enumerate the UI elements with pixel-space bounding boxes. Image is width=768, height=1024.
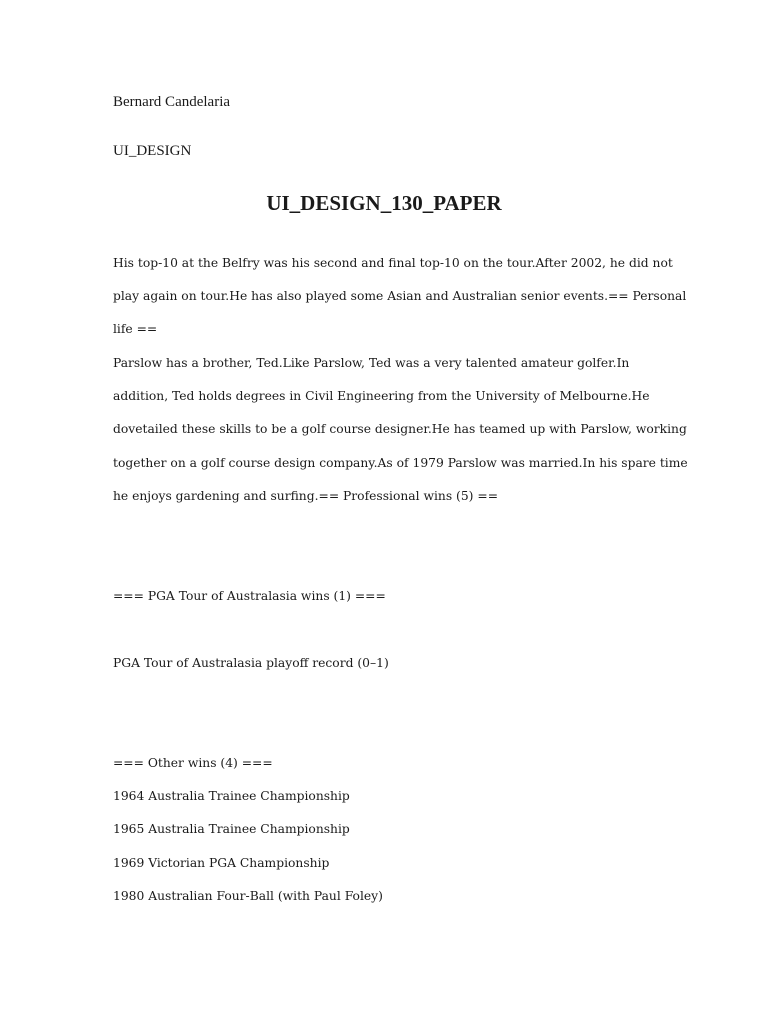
paragraph-line: life == xyxy=(113,322,158,336)
win-list-item: 1969 Victorian PGA Championship xyxy=(113,856,330,870)
paragraph-line: together on a golf course design company.As of 1979 Parslow was married.In his spare time xyxy=(113,456,688,470)
paragraph-line: he enjoys gardening and surfing.== Professional wins (5) == xyxy=(113,489,498,503)
document-title: UI_DESIGN_130_PAPER xyxy=(266,191,502,215)
win-list-item: 1965 Australia Trainee Championship xyxy=(113,822,350,836)
author-name: Bernard Candelaria xyxy=(113,94,231,110)
win-list-item: 1980 Australian Four-Ball (with Paul Foley) xyxy=(113,889,383,903)
paragraph-line: addition, Ted holds degrees in Civil Engineering from the University of Melbourne.He xyxy=(113,389,650,403)
paragraph-line: play again on tour.He has also played some Asian and Australian senior events.== Personal xyxy=(113,289,687,303)
paragraph-line: Parslow has a brother, Ted.Like Parslow, Ted was a very talented amateur golfer.In xyxy=(113,356,630,370)
paragraph-line: His top-10 at the Belfry was his second and final top-10 on the tour.After 2002, he did not xyxy=(113,256,673,270)
playoff-record-text: PGA Tour of Australasia playoff record (0–1) xyxy=(113,656,389,670)
win-list-item: 1964 Australia Trainee Championship xyxy=(113,789,350,803)
course-name: UI_DESIGN xyxy=(113,143,192,159)
paragraph-line: dovetailed these skills to be a golf course designer.He has teamed up with Parslow, working xyxy=(113,422,687,436)
section-heading-pga-wins: === PGA Tour of Australasia wins (1) === xyxy=(113,589,386,603)
section-heading-other-wins: === Other wins (4) === xyxy=(113,756,273,770)
